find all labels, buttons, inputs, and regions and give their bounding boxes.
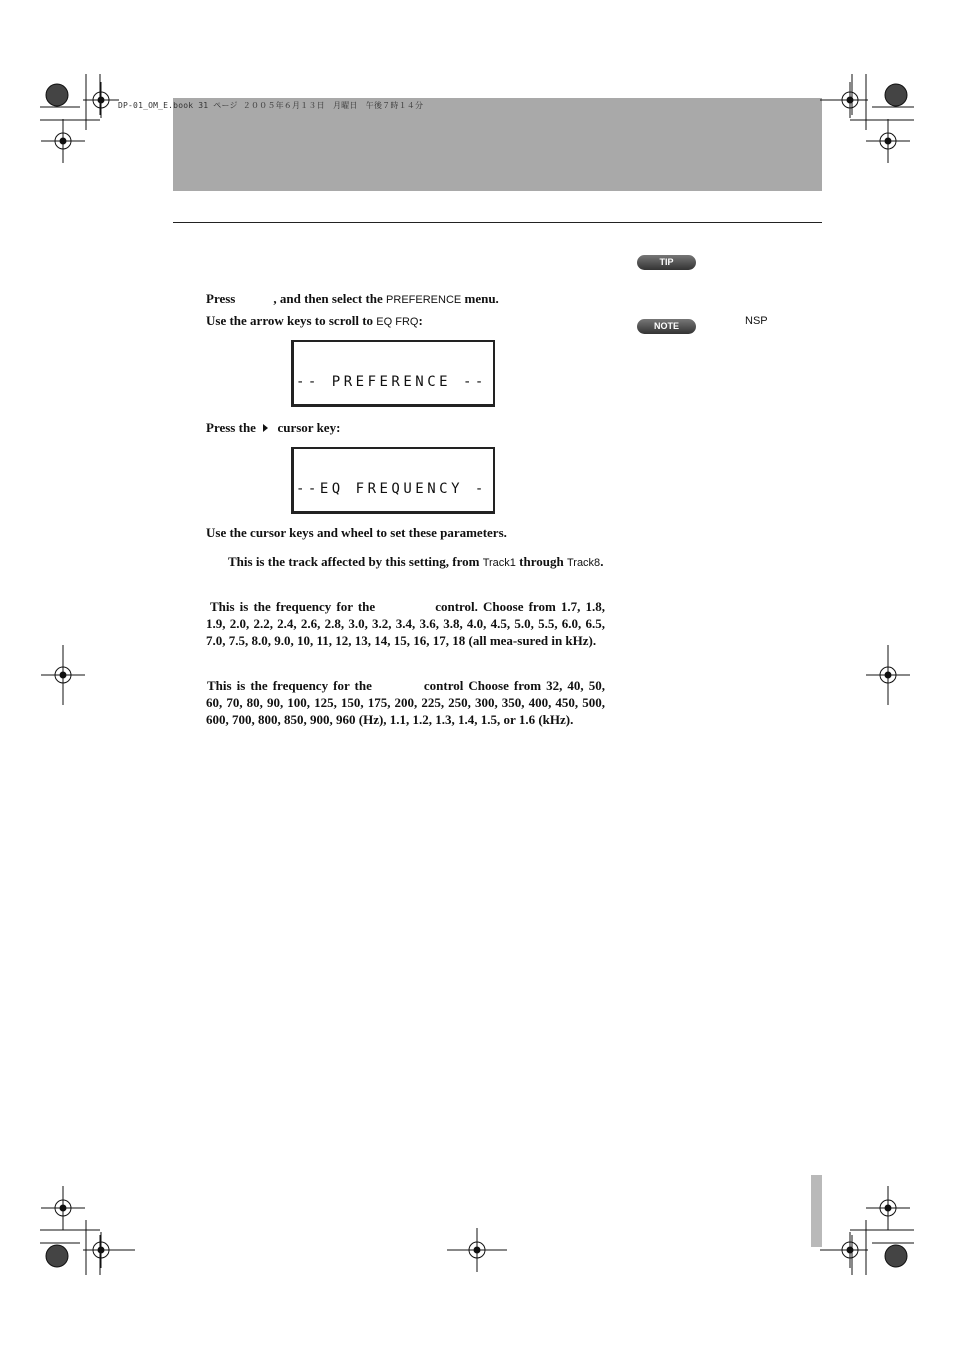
param-source: This is the track affected by this setting, from Track1 through Track8. xyxy=(228,554,604,569)
lcd-line: --EQ FREQUENCY - xyxy=(296,481,487,497)
step-3: Press the cursor key: xyxy=(206,420,341,435)
note-text: NSP xyxy=(745,315,768,327)
param-high: This is the frequency for the control. Choose from 1.7, 1.8, 1.9, 2.0, 2.2, 2.4, 2.6, 2.8, 3.0, 3.2, 3.4, 3.6, 3.8, 4.0, 4.5, 5.0, 5.5, 6.0, 6.5, 7.0, 7.5, 8.0, 9.0, 10, 11, 12, 13, 14, 15, 16, 17, 18 (all mea-sured in kHz). xyxy=(206,599,605,648)
step-2: Use the arrow keys to scroll to EQ FRQ: xyxy=(206,313,423,328)
lcd-line: -- PREFERENCE -- xyxy=(296,374,487,390)
param-low: This is the frequency for the control Choose from 32, 40, 50, 60, 70, 80, 90, 100, 125, 150, 175, 200, 225, 250, 300, 350, 400, 450, 500, 600, 700, 800, 850, 900, 960 (Hz), 1.1, 1.2, 1.3, 1.4, 1.5, or 1.6 (kHz). xyxy=(206,678,605,727)
step-4: Use the cursor keys and wheel to set these parameters. xyxy=(206,525,507,540)
tip-badge: TIP xyxy=(637,255,696,270)
step-1: Press , and then select the PREFERENCE menu. xyxy=(206,291,499,306)
note-badge: NOTE xyxy=(637,319,696,334)
file-info: DP-01_OM_E.book 31 ページ ２００５年６月１３日 月曜日 午後７時１４分 xyxy=(118,101,424,110)
menu-item: EQ FRQ xyxy=(376,316,419,328)
menu-name: PREFERENCE xyxy=(386,294,462,306)
